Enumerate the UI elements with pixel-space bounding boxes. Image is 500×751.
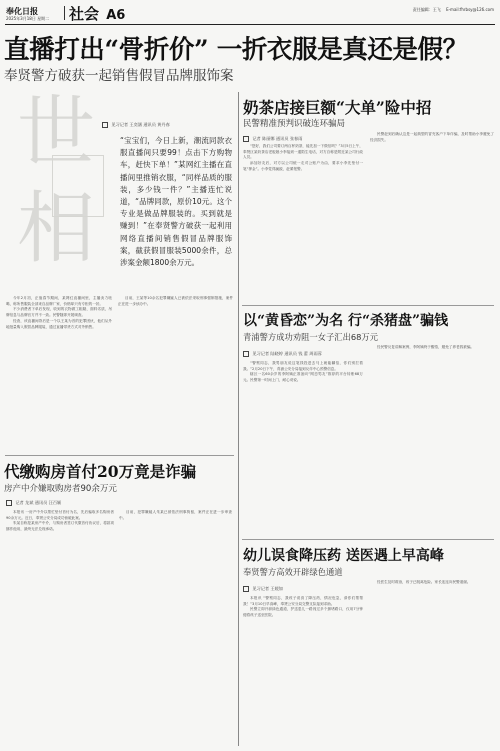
section-divider xyxy=(64,6,65,20)
story4-body-left xyxy=(6,510,114,746)
story4-title: 代缴购房首付20万竟是诈骗 xyxy=(4,462,197,481)
story-separator xyxy=(242,539,494,540)
section-label: 社会 xyxy=(69,5,100,23)
story4-paragraph: 朱某自称是某房产中介，与购房者签订代缴首付协议后，将款项挪作他用，最终无法兑现承诺。 xyxy=(6,521,114,532)
lead-deck: “宝宝们，今日上新，潮流同款衣服直播间只要99！点击下方购物车，赶快下单！”某网红主播在直播间里推销衣服，“同样品质的服装，多少钱一件？”主播连忙说道，“品牌同款，原价10元。这个专业是做品牌服装的。买到就是赚到！”在奉贤警方破获一起利用网络直播间销售假冒品牌服饰案，截获假冒服装5000余件，总涉案金额1800余万元。 xyxy=(120,136,232,268)
byline-marker xyxy=(102,122,108,128)
story3-paragraph: “警察同志，我男朋友说这笔钱投进去马上就能翻倍，你们别拦着我。”2月20日下午，青浦公安分局接到反诈中心预警信息。 xyxy=(243,361,363,371)
story4-subtitle: 房产中介嫌取购房者90余万元 xyxy=(4,484,117,494)
lead-paragraph: 经查，该直播间背后是一个以王某为首的犯罪团伙，他们从外地批量购入假冒品牌服装，通过直播带货方式对外销售。 xyxy=(6,318,112,329)
story2-body-right xyxy=(370,132,494,304)
issue-date: 2025年3月18日 星期二 xyxy=(6,16,50,21)
story2-paragraph: “您好，我们公司要订两百杯奶茶，能先加一下微信吗？”3月5日上午，奉贤区某奶茶店老板娘小李接到一通陌生电话，对方自称是附近某公司行政人员。 xyxy=(243,144,363,160)
story3-paragraph: 辖区一名60余岁的李阿姨正准备向“网恋男友”推荐的平台转账68万元。民警第一时间上门，耐心劝说。 xyxy=(243,372,363,383)
story3-paragraph: 经民警反复讲解案例，李阿姨终于醒悟，避免了养老钱被骗。 xyxy=(377,345,475,349)
story5-byline xyxy=(243,586,283,592)
story4-paragraph: 目前，犯罪嫌疑人朱某已被依法刑事拘留，案件正在进一步审查中。 xyxy=(119,510,232,520)
byline-text: 见习记者 王媛如 xyxy=(252,586,283,591)
story4-paragraph: 本报讯 一房产中介以帮忙垫付首付为名，先后骗取多名购房者90余万元。近日，奉贤公安分局成功侦破此案。 xyxy=(6,510,114,520)
story3-body-left xyxy=(243,361,363,521)
editor-name: 责任编辑：王飞 xyxy=(412,7,441,12)
byline-marker xyxy=(243,586,249,592)
story3-byline xyxy=(243,351,322,357)
story2-body-left xyxy=(243,144,363,306)
decorative-characters: 世相 xyxy=(16,88,95,274)
story3-title: 以“黄昏恋”为名 行“杀猪盘”骗钱 xyxy=(243,313,449,329)
story-separator xyxy=(5,455,234,456)
story4-body-right xyxy=(119,510,232,746)
lead-subtitle: 奉贤警方破获一起销售假冒品牌服饰案 xyxy=(4,68,234,84)
byline-marker xyxy=(243,351,249,357)
column-rule xyxy=(238,92,239,746)
paper-name: 奉化日报 xyxy=(6,6,38,16)
byline-marker xyxy=(6,500,12,506)
story3-subtitle: 青浦警方成功劝阻一女子汇出68万元 xyxy=(243,332,379,342)
story2-subtitle: 民警精准预判识破连环骗局 xyxy=(243,119,346,129)
story2-title: 奶茶店接巨额“大单”险中招 xyxy=(243,98,432,117)
masthead-rule xyxy=(5,24,495,25)
lead-headline: 直播打出“骨折价” 一折衣服是真还是假？ xyxy=(4,35,468,65)
decorative-frame xyxy=(52,155,104,217)
story5-paragraph: 经医生及时救治，孩子已脱离危险。家长连连向民警道谢。 xyxy=(377,580,471,584)
story5-paragraph: 本报讯 “警察同志，我孩子误食了降压药，情况危急，请你们帮帮我！”3月10日早高峰，奉贤公安分局交警支队接到求助。 xyxy=(243,596,363,606)
story5-body-right xyxy=(370,580,494,746)
byline-text: 记者 陈丽娜 通讯员 张春雨 xyxy=(252,136,303,141)
lead-body-left xyxy=(6,296,112,452)
story-separator xyxy=(242,305,494,306)
lead-paragraph: 今年2月初，正值春节期间，某网红直播间里，主播卖力吆喝，称所售服装全部来自品牌厂家，价格却只有专柜的一折。 xyxy=(6,296,112,306)
lead-illustration xyxy=(2,85,110,287)
story5-subtitle: 奉贤警方高效开辟绿色通道 xyxy=(243,567,343,577)
byline-text: 见习记者 王奕涵 通讯员 黄丹春 xyxy=(111,122,170,127)
section-title xyxy=(69,3,125,24)
byline-marker xyxy=(243,136,249,142)
editor-info xyxy=(413,7,494,13)
byline-text: 记者 龙斌 通讯员 汪百颖 xyxy=(15,500,62,505)
story3-body-right xyxy=(370,345,494,521)
page-number: A6 xyxy=(106,8,126,23)
story5-paragraph: 民警立即开辟绿色通道，护送患儿一路闯过多个拥堵路口，仅用7分钟便将孩子送至医院。 xyxy=(243,607,363,618)
lead-body-right xyxy=(118,296,233,452)
story4-byline xyxy=(6,500,61,506)
story2-byline xyxy=(243,136,302,142)
lead-byline xyxy=(102,122,170,128)
byline-text: 见习记者 陆晓婷 通讯员 钱 蕾 周雨蓉 xyxy=(252,351,322,356)
lead-paragraph: 目前，王某等10余名犯罪嫌疑人已被依法采取刑事强制措施，案件正在进一步侦办中。 xyxy=(118,296,233,306)
editor-email: E-mail:fhrbsy@126.com xyxy=(446,7,494,12)
story2-paragraph: 添加好友后，对方以公司统一走对公账户为由，要求小李先垫付一笔“押金”。小李觉得蹊跷，赶紧报警。 xyxy=(243,161,363,171)
story5-body-left xyxy=(243,596,363,746)
story5-title: 幼儿误食降压药 送医遇上早高峰 xyxy=(243,548,444,564)
story2-paragraph: 民警赶到后确认这是一起典型的冒充客户下单诈骗，及时帮助小李避免了经济损失。 xyxy=(370,132,494,142)
lead-paragraph: 不少消费者下单后发现，收到的衣物做工粗糙、面料劣质，吊牌信息与品牌官方并不一致。民警随即开展调查。 xyxy=(6,307,112,318)
